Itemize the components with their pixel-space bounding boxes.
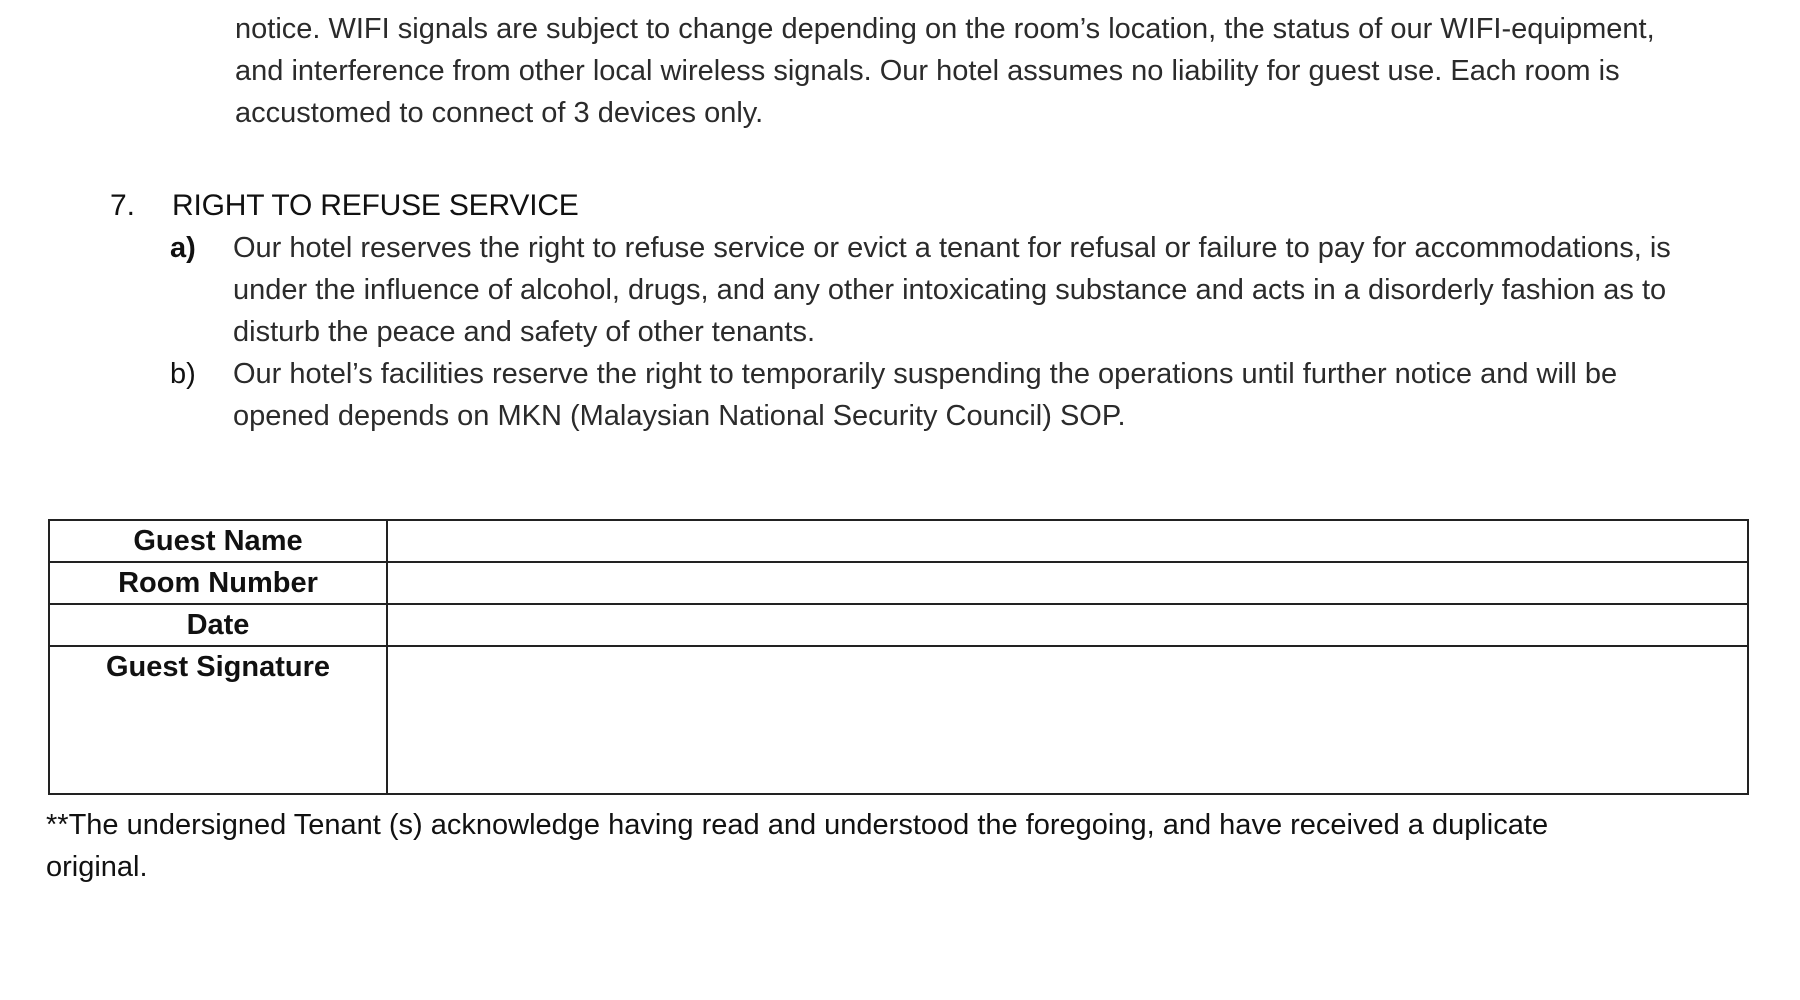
acknowledgement-footnote-line-2: original. <box>46 851 148 883</box>
guest-name-label: Guest Name <box>49 520 387 562</box>
section-number: 7. <box>110 189 136 222</box>
date-label: Date <box>49 604 387 646</box>
wifi-paragraph-line-2: and interference from other local wireless signals. Our hotel assumes no liability for guest use. Each room is <box>235 55 1620 87</box>
table-row <box>49 646 1748 794</box>
item-a-line-2: under the influence of alcohol, drugs, and any other intoxicating substance and acts in a disorderly fashion as to <box>233 274 1667 306</box>
table-row <box>49 604 1748 646</box>
guest-acknowledgement-table <box>48 519 1749 795</box>
acknowledgement-footnote-line-1: **The undersigned Tenant (s) acknowledge having read and understood the foregoing, and have received a duplicate <box>46 809 1549 841</box>
wifi-paragraph-line-3: accustomed to connect of 3 devices only. <box>235 97 764 129</box>
guest-signature-field[interactable] <box>387 646 1748 794</box>
item-a-line-3: disturb the peace and safety of other tenants. <box>233 316 815 348</box>
room-number-label: Room Number <box>49 562 387 604</box>
item-b-marker: b) <box>170 358 196 390</box>
item-b-line-1: Our hotel’s facilities reserve the right to temporarily suspending the operations until further notice and will be <box>233 358 1618 390</box>
guest-signature-label: Guest Signature <box>49 646 387 794</box>
table-row <box>49 562 1748 604</box>
date-field[interactable] <box>387 604 1748 646</box>
wifi-paragraph-line-1: notice. WIFI signals are subject to change depending on the room’s location, the status of our WIFI-equipment, <box>235 13 1655 45</box>
item-b-line-2: opened depends on MKN (Malaysian National Security Council) SOP. <box>233 400 1126 432</box>
item-a-line-1: Our hotel reserves the right to refuse service or evict a tenant for refusal or failure to pay for accommodations, is <box>233 232 1671 264</box>
item-a-marker: a) <box>170 232 196 264</box>
room-number-field[interactable] <box>387 562 1748 604</box>
table-row <box>49 520 1748 562</box>
guest-name-field[interactable] <box>387 520 1748 562</box>
section-title: RIGHT TO REFUSE SERVICE <box>172 189 579 222</box>
